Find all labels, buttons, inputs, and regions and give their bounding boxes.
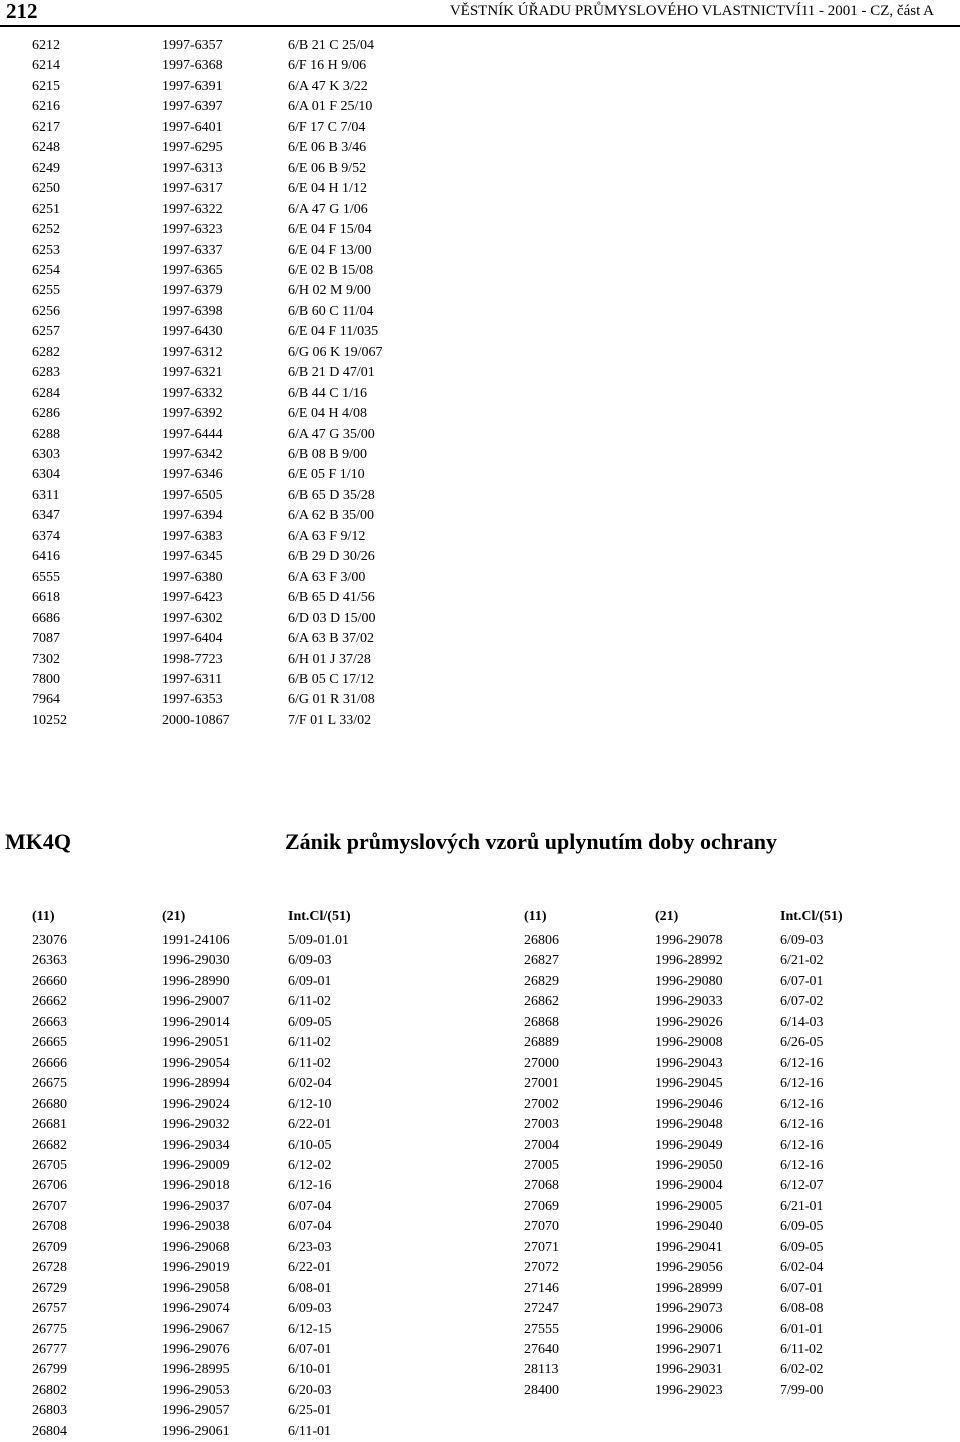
- registration-number: 6282: [32, 344, 60, 360]
- classification: 6/B 21 C 25/04: [288, 38, 374, 53]
- classification: 6/02-02: [780, 1362, 824, 1378]
- classification: 6/08-08: [780, 1301, 824, 1317]
- application-number: 1996-29030: [162, 953, 230, 969]
- registration-number: 26681: [32, 1117, 67, 1133]
- registration-number: 27146: [524, 1280, 559, 1296]
- classification: 6/20-03: [288, 1382, 332, 1398]
- classification: 6/12-15: [288, 1321, 332, 1337]
- classification: 6/11-02: [288, 1035, 332, 1051]
- classification: 6/A 47 G 35/00: [288, 426, 375, 442]
- classification: 6/12-07: [780, 1178, 824, 1194]
- application-number: 1997-6368: [162, 58, 223, 74]
- application-number: 1996-29074: [162, 1301, 230, 1317]
- registration-number: 6686: [32, 610, 60, 626]
- classification: 6/B 44 C 1/16: [288, 385, 367, 401]
- registration-number: 6416: [32, 549, 60, 565]
- application-number: 1997-6323: [162, 222, 223, 238]
- classification: 6/B 05 C 17/12: [288, 671, 374, 687]
- application-number: 1997-6397: [162, 99, 223, 115]
- classification: 6/12-16: [780, 1137, 824, 1153]
- registration-number: 26665: [32, 1035, 67, 1051]
- application-number: 1997-6404: [162, 631, 223, 647]
- registration-number: 28113: [524, 1362, 559, 1378]
- classification: 6/E 04 F 11/035: [288, 324, 379, 340]
- application-number: 1996-29080: [655, 973, 723, 989]
- registration-number: 26777: [32, 1342, 67, 1357]
- application-number: 1996-29004: [655, 1178, 723, 1194]
- application-number: 1998-7723: [162, 651, 223, 667]
- classification: 6/23-03: [288, 1239, 332, 1255]
- classification: 6/E 04 H 4/08: [288, 406, 367, 422]
- application-number: 1997-6342: [162, 447, 223, 462]
- registration-number: 6217: [32, 119, 60, 135]
- application-number: 1997-6365: [162, 262, 223, 278]
- classification: 6/E 06 B 9/52: [288, 160, 367, 176]
- application-number: 1996-29076: [162, 1342, 230, 1357]
- registration-number: 6214: [32, 58, 60, 74]
- classification: 6/22-01: [288, 1260, 332, 1276]
- classification: 6/B 08 B 9/00: [288, 447, 367, 462]
- application-number: 1996-29067: [162, 1321, 230, 1337]
- application-number: 1996-29061: [162, 1423, 230, 1439]
- registration-number: 27071: [524, 1239, 559, 1255]
- classification: 6/07-01: [288, 1342, 332, 1357]
- classification: 6/10-05: [288, 1137, 332, 1153]
- classification: 7/99-00: [780, 1382, 824, 1398]
- classification: 6/B 65 D 35/28: [288, 487, 375, 503]
- application-number: 2000-10867: [162, 712, 230, 728]
- classification: 6/26-05: [780, 1035, 824, 1051]
- running-header: VĚSTNÍK ÚŘADU PRŮMYSLOVÉHO VLASTNICTVÍ11 - 2001 - CZ, část A: [449, 3, 934, 19]
- registration-number: 26708: [32, 1219, 67, 1235]
- application-number: 1996-28992: [655, 953, 723, 969]
- application-number: 1996-29073: [655, 1301, 723, 1317]
- application-number: 1997-6312: [162, 344, 223, 360]
- registration-number: 27000: [524, 1055, 559, 1071]
- classification: 6/12-16: [780, 1157, 824, 1173]
- registration-number: 6250: [32, 181, 60, 197]
- registration-number: 7087: [32, 631, 60, 647]
- registration-number: 6257: [32, 324, 60, 340]
- application-number: 1997-6332: [162, 385, 223, 401]
- classification: 6/07-01: [780, 1280, 824, 1296]
- classification: 6/12-16: [288, 1178, 332, 1194]
- application-number: 1996-29054: [162, 1055, 230, 1071]
- application-number: 1996-29037: [162, 1198, 230, 1214]
- registration-number: 26806: [524, 933, 559, 948]
- column-header-51: Int.Cl/(51): [780, 909, 843, 924]
- classification: 5/09-01.01: [288, 933, 350, 948]
- classification: 6/09-05: [780, 1219, 824, 1235]
- classification: 6/F 16 H 9/06: [288, 58, 367, 74]
- registration-number: 26868: [524, 1014, 559, 1030]
- application-number: 1996-28990: [162, 973, 230, 989]
- page-number: 212: [6, 0, 38, 23]
- classification: 6/E 04 H 1/12: [288, 181, 367, 197]
- application-number: 1997-6345: [162, 549, 223, 565]
- application-number: 1996-29045: [655, 1076, 723, 1092]
- registration-number: 27072: [524, 1260, 559, 1276]
- application-number: 1996-29049: [655, 1137, 723, 1153]
- application-number: 1996-28995: [162, 1362, 230, 1378]
- registration-number: 7964: [32, 692, 60, 708]
- application-number: 1996-29071: [655, 1342, 723, 1357]
- registration-number: 27004: [524, 1137, 559, 1153]
- registration-number: 6253: [32, 242, 60, 258]
- application-number: 1991-24106: [162, 933, 230, 948]
- registration-number: 27555: [524, 1321, 559, 1337]
- application-number: 1996-29032: [162, 1117, 230, 1133]
- classification: 6/D 03 D 15/00: [288, 610, 376, 626]
- classification: 6/E 02 B 15/08: [288, 262, 374, 278]
- registration-number: 27070: [524, 1219, 559, 1235]
- registration-number: 6618: [32, 590, 60, 606]
- registration-number: 26803: [32, 1403, 67, 1419]
- classification: 6/H 01 J 37/28: [288, 651, 371, 667]
- application-number: 1996-29041: [655, 1239, 723, 1255]
- application-number: 1996-29006: [655, 1321, 723, 1337]
- column-header-21: (21): [162, 909, 186, 924]
- classification: 6/22-01: [288, 1117, 332, 1133]
- registration-number: 6248: [32, 140, 60, 156]
- application-number: 1997-6379: [162, 283, 223, 299]
- registration-number: 6283: [32, 365, 60, 381]
- classification: 6/B 65 D 41/56: [288, 590, 375, 606]
- application-number: 1996-29024: [162, 1096, 230, 1112]
- classification: 6/B 21 D 47/01: [288, 365, 375, 381]
- application-number: 1996-29078: [655, 933, 723, 948]
- registration-number: 10252: [32, 712, 67, 728]
- registration-number: 26827: [524, 953, 559, 969]
- classification: 6/11-02: [780, 1342, 824, 1357]
- registration-number: 26799: [32, 1362, 67, 1378]
- application-number: 1997-6321: [162, 365, 223, 381]
- application-number: 1997-6357: [162, 38, 223, 53]
- registration-number: 26663: [32, 1014, 67, 1030]
- application-number: 1996-29068: [162, 1239, 230, 1255]
- application-number: 1997-6380: [162, 569, 223, 585]
- registration-number: 6303: [32, 447, 60, 462]
- application-number: 1996-29023: [655, 1382, 723, 1398]
- registration-number: 6284: [32, 385, 60, 401]
- application-number: 1996-29019: [162, 1260, 230, 1276]
- registration-number: 26706: [32, 1178, 67, 1194]
- classification: 6/11-02: [288, 994, 332, 1010]
- classification: 6/A 47 G 1/06: [288, 201, 368, 217]
- registration-number: 26802: [32, 1382, 67, 1398]
- registration-number: 26363: [32, 953, 67, 969]
- classification: 6/A 63 B 37/02: [288, 631, 374, 647]
- classification: 6/12-16: [780, 1117, 824, 1133]
- registration-number: 23076: [32, 933, 67, 948]
- classification: 6/21-02: [780, 953, 824, 969]
- application-number: 1997-6505: [162, 487, 223, 503]
- header-rule: [0, 25, 960, 27]
- application-number: 1996-29014: [162, 1014, 230, 1030]
- application-number: 1996-28999: [655, 1280, 723, 1296]
- registration-number: 27003: [524, 1117, 559, 1133]
- column-header-21: (21): [655, 909, 679, 924]
- application-number: 1997-6313: [162, 160, 223, 176]
- application-number: 1996-29058: [162, 1280, 230, 1296]
- registration-number: 6215: [32, 78, 60, 94]
- classification: 6/E 04 F 15/04: [288, 222, 372, 238]
- application-number: 1996-29057: [162, 1403, 230, 1419]
- application-number: 1996-29034: [162, 1137, 230, 1153]
- registration-number: 6286: [32, 406, 60, 422]
- classification: 6/12-10: [288, 1096, 332, 1112]
- classification: 6/A 01 F 25/10: [288, 99, 373, 115]
- classification: 6/A 62 B 35/00: [288, 508, 374, 524]
- registration-number: 27247: [524, 1301, 559, 1317]
- application-number: 1996-29026: [655, 1014, 723, 1030]
- registration-number: 27069: [524, 1198, 559, 1214]
- classification: 6/09-03: [288, 953, 332, 969]
- classification: 6/01-01: [780, 1321, 824, 1337]
- application-number: 1997-6391: [162, 78, 223, 94]
- application-number: 1997-6346: [162, 467, 223, 483]
- application-number: 1997-6317: [162, 181, 223, 197]
- registration-number: 6255: [32, 283, 60, 299]
- registration-number: 6216: [32, 99, 60, 115]
- classification: 6/E 06 B 3/46: [288, 140, 367, 156]
- classification: 6/07-04: [288, 1198, 332, 1214]
- registration-number: 26709: [32, 1239, 67, 1255]
- section-code: MK4Q: [5, 829, 71, 854]
- application-number: 1997-6322: [162, 201, 223, 217]
- registration-number: 27640: [524, 1342, 559, 1357]
- registration-number: 26804: [32, 1423, 67, 1439]
- application-number: 1996-29005: [655, 1198, 723, 1214]
- classification: 6/11-01: [288, 1423, 332, 1439]
- classification: 6/02-04: [288, 1076, 332, 1092]
- application-number: 1996-29048: [655, 1117, 723, 1133]
- classification: 6/12-16: [780, 1096, 824, 1112]
- registration-number: 26705: [32, 1157, 67, 1173]
- classification: 6/02-04: [780, 1260, 824, 1276]
- registration-number: 26829: [524, 973, 559, 989]
- application-number: 1996-29040: [655, 1219, 723, 1235]
- registration-number: 26707: [32, 1198, 67, 1214]
- classification: 6/08-01: [288, 1280, 332, 1296]
- classification: 6/G 06 K 19/067: [288, 344, 383, 360]
- application-number: 1996-29008: [655, 1035, 723, 1051]
- registration-number: 26862: [524, 994, 559, 1010]
- registration-number: 26889: [524, 1035, 559, 1051]
- classification: 6/07-04: [288, 1219, 332, 1235]
- application-number: 1996-29051: [162, 1035, 230, 1051]
- registration-number: 26675: [32, 1076, 67, 1092]
- registration-number: 26666: [32, 1055, 67, 1071]
- registration-number: 7800: [32, 671, 60, 687]
- registration-number: 26680: [32, 1096, 67, 1112]
- registration-number: 26757: [32, 1301, 67, 1317]
- classification: 6/B 60 C 11/04: [288, 303, 374, 319]
- classification: 6/F 17 C 7/04: [288, 119, 366, 135]
- application-number: 1997-6383: [162, 528, 223, 544]
- application-number: 1996-29038: [162, 1219, 230, 1235]
- application-number: 1997-6398: [162, 303, 223, 319]
- application-number: 1996-29043: [655, 1055, 723, 1071]
- application-number: 1996-29007: [162, 994, 230, 1010]
- classification: 6/09-03: [288, 1301, 332, 1317]
- application-number: 1997-6423: [162, 590, 223, 606]
- registration-number: 26729: [32, 1280, 67, 1296]
- classification: 6/E 04 F 13/00: [288, 242, 372, 258]
- column-header-11: (11): [524, 909, 547, 924]
- application-number: 1996-29018: [162, 1178, 230, 1194]
- registration-number: 6251: [32, 201, 60, 217]
- application-number: 1997-6392: [162, 406, 223, 422]
- application-number: 1997-6353: [162, 692, 223, 708]
- application-number: 1997-6401: [162, 119, 223, 135]
- column-header-51: Int.Cl/(51): [288, 909, 351, 924]
- application-number: 1997-6295: [162, 140, 223, 156]
- classification: 6/25-01: [288, 1403, 332, 1419]
- registration-number: 6256: [32, 303, 60, 319]
- registration-number: 6311: [32, 487, 60, 503]
- application-number: 1996-28994: [162, 1076, 230, 1092]
- registration-number: 6304: [32, 467, 60, 483]
- registration-number: 6252: [32, 222, 60, 238]
- classification: 6/B 29 D 30/26: [288, 549, 375, 565]
- registration-number: 6254: [32, 262, 60, 278]
- column-header-11: (11): [32, 909, 55, 924]
- classification: 6/09-05: [780, 1239, 824, 1255]
- classification: 6/A 63 F 9/12: [288, 528, 366, 544]
- registration-number: 26775: [32, 1321, 67, 1337]
- classification: 6/09-05: [288, 1014, 332, 1030]
- registration-number: 27002: [524, 1096, 559, 1112]
- application-number: 1996-29053: [162, 1382, 230, 1398]
- classification: 6/12-16: [780, 1055, 824, 1071]
- section-title: Zánik průmyslových vzorů uplynutím doby ochrany: [285, 829, 778, 854]
- classification: 6/12-16: [780, 1076, 824, 1092]
- registration-number: 6374: [32, 528, 60, 544]
- registration-number: 28400: [524, 1382, 559, 1398]
- application-number: 1996-29009: [162, 1157, 230, 1173]
- classification: 6/A 47 K 3/22: [288, 78, 368, 94]
- registration-number: 26662: [32, 994, 67, 1010]
- registration-number: 26660: [32, 973, 67, 989]
- classification: 6/14-03: [780, 1014, 824, 1030]
- classification: 6/E 05 F 1/10: [288, 467, 365, 483]
- classification: 6/G 01 R 31/08: [288, 692, 375, 708]
- registration-number: 6347: [32, 508, 60, 524]
- application-number: 1996-29046: [655, 1096, 723, 1112]
- classification: 6/10-01: [288, 1362, 332, 1378]
- registration-number: 6249: [32, 160, 60, 176]
- classification: 6/11-02: [288, 1055, 332, 1071]
- classification: 6/21-01: [780, 1198, 824, 1214]
- application-number: 1997-6430: [162, 324, 223, 340]
- application-number: 1997-6302: [162, 610, 223, 626]
- classification: 6/A 63 F 3/00: [288, 569, 366, 585]
- application-number: 1997-6337: [162, 242, 223, 258]
- registration-number: 7302: [32, 651, 60, 667]
- registration-number: 26728: [32, 1260, 67, 1276]
- classification: 6/07-01: [780, 973, 824, 989]
- application-number: 1996-29033: [655, 994, 723, 1010]
- registration-number: 27068: [524, 1178, 559, 1194]
- registration-number: 6212: [32, 38, 60, 53]
- classification: 6/07-02: [780, 994, 824, 1010]
- registration-number: 27001: [524, 1076, 559, 1092]
- classification: 6/09-01: [288, 973, 332, 989]
- registration-number: 26682: [32, 1137, 67, 1153]
- classification: 6/12-02: [288, 1157, 332, 1173]
- registration-number: 27005: [524, 1157, 559, 1173]
- application-number: 1996-29031: [655, 1362, 723, 1378]
- application-number: 1996-29056: [655, 1260, 723, 1276]
- application-number: 1997-6311: [162, 671, 223, 687]
- classification: 6/H 02 M 9/00: [288, 283, 371, 299]
- registration-number: 6555: [32, 569, 60, 585]
- classification: 6/09-03: [780, 933, 824, 948]
- application-number: 1997-6444: [162, 426, 223, 442]
- application-number: 1996-29050: [655, 1157, 723, 1173]
- application-number: 1997-6394: [162, 508, 223, 524]
- classification: 7/F 01 L 33/02: [288, 712, 372, 728]
- registration-number: 6288: [32, 426, 60, 442]
